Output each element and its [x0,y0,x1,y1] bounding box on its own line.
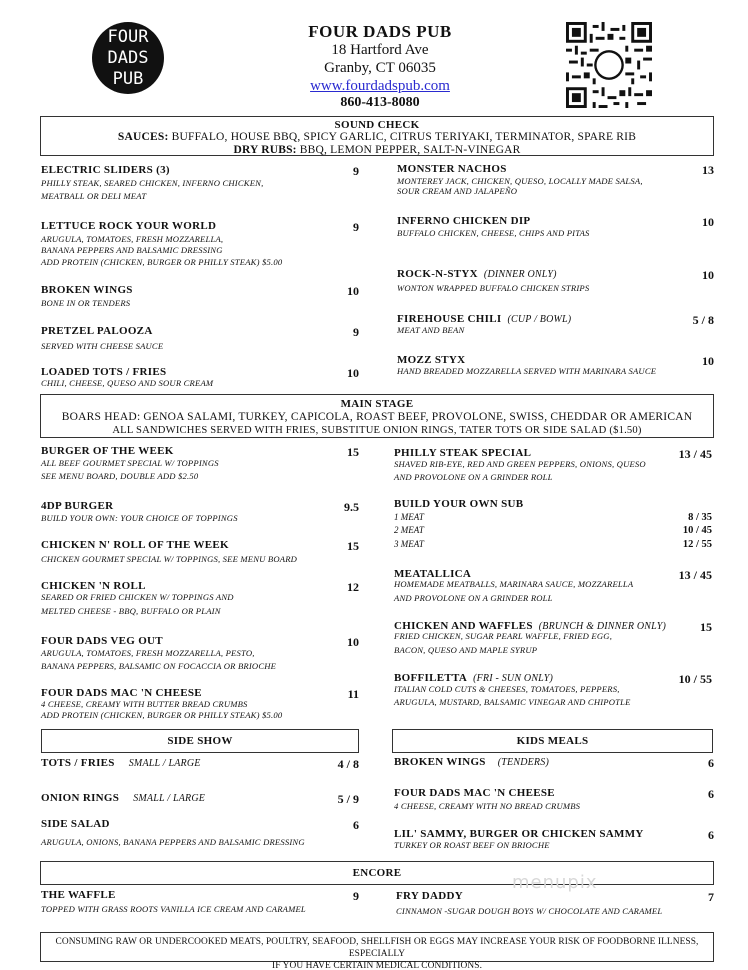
item-price: 6 [353,818,359,832]
pub-city: Granby, CT 06035 [324,60,436,76]
item-price: 5 / 9 [337,792,359,806]
item-desc: SOUR CREAM AND JALAPEÑO [397,186,518,196]
item-desc: SHAVED RIB-EYE, RED AND GREEN PEPPERS, ONIONS, QUESO [394,459,646,469]
item-price: 10 [702,268,714,282]
item-price: 9 [353,325,359,339]
item-name-text: ONION RINGS [41,792,120,804]
item-name: 4DP BURGER [41,500,114,512]
item-desc: BONE IN OR TENDERS [41,298,131,308]
item-name: BURGER OF THE WEEK [41,445,174,457]
sound-check-title: SOUND CHECK [334,119,420,131]
item-desc: PHILLY STEAK, SEARED CHICKEN, INFERNO CHICKEN, [41,178,264,188]
item-name: PRETZEL PALOOZA [41,325,153,337]
pub-name: FOUR DADS PUB [308,22,452,41]
item-name: MONSTER NACHOS [397,163,507,175]
item-name: SIDE SALAD [41,818,110,830]
item-note: SMALL / LARGE [128,758,201,769]
item-note: (FRI - SUN ONLY) [473,673,554,684]
item-name: FOUR DADS MAC 'N CHEESE [41,687,202,699]
main-stage-line2: ALL SANDWICHES SERVED WITH FRIES, SUBSTITUE ONION RINGS, TATER TOTS OR SIDE SALAD ($1.50) [112,425,642,436]
sub-option-label: 3 MEAT [394,539,424,549]
logo-line: PUB [112,68,144,89]
item-name: FOUR DADS MAC 'N CHEESE [394,787,555,799]
item-desc: AND PROVOLONE ON A GRINDER ROLL [394,593,553,603]
item-desc: HAND BREADED MOZZARELLA SERVED WITH MARINARA SAUCE [397,366,657,376]
item-desc: ITALIAN COLD CUTS & CHEESES, TOMATOES, PEPPERS, [394,684,620,694]
item-price: 13 [702,163,714,177]
item-desc: BUILD YOUR OWN: YOUR CHOICE OF TOPPINGS [41,513,238,523]
item-price: 10 [702,215,714,229]
sub-option-price: 12 / 55 [682,539,712,550]
item-desc: BANANA PEPPERS AND BALSAMIC DRESSING [41,245,223,255]
sub-option-label: 1 MEAT [394,512,424,522]
item-name: MEATALLICA [394,568,472,580]
item-name: THE WAFFLE [41,889,116,901]
item-desc: BUFFALO CHICKEN, CHEESE, CHIPS AND PITAS [397,228,590,238]
logo-line: FOUR [107,26,149,47]
item-name-text: TOTS / FRIES [41,757,115,769]
item-price: 6 [708,787,714,801]
item-name: LETTUCE ROCK YOUR WORLD [41,220,217,232]
pub-website-link[interactable]: www.fourdadspub.com [310,78,450,94]
item-desc: ARUGULA, MUSTARD, BALSAMIC VINEGAR AND CHIPOTLE [394,697,631,707]
item-price: 10 / 55 [678,672,712,686]
main-stage-line1: BOARS HEAD: GENOA SALAMI, TURKEY, CAPICOLA, ROAST BEEF, PROVOLONE, SWISS, CHEDDAR OR AMERICAN [61,411,693,423]
item-name: CHICKEN 'N ROLL [41,580,146,592]
sauces-line [41,131,713,144]
item-price: 9.5 [344,500,359,514]
pub-phone: 860-413-8080 [340,95,420,110]
sauces-label: SAUCES: [117,131,169,143]
item-note: (TENDERS) [497,757,549,768]
item-desc: BANANA PEPPERS, BALSAMIC ON FOCACCIA OR BRIOCHE [41,661,277,671]
item-price: 5 / 8 [692,313,714,327]
sub-option [394,539,712,549]
logo-line: DADS [107,47,149,68]
sound-check-box [40,116,714,156]
item-price: 13 / 45 [678,447,712,461]
item-price: 11 [347,687,359,701]
item-name: INFERNO CHICKEN DIP [397,215,531,227]
item-price: 6 [708,828,714,842]
item-price: 9 [353,220,359,234]
item-desc: ARUGULA, ONIONS, BANANA PEPPERS AND BALSAMIC DRESSING [41,837,305,847]
item-price: 10 [347,366,359,380]
disclaimer-line1: CONSUMING RAW OR UNDERCOOKED MEATS, POULTRY, SEAFOOD, SHELLFISH OR EGGS MAY INCREASE YOUR RISK OF FOODBORNE ILLNESS, ESPECIALLY [55,937,699,959]
kids-meals-header: KIDS MEALS [392,729,713,753]
sub-option-price: 8 / 35 [688,512,712,523]
item-name: MOZZ STYX [397,354,466,366]
sub-option-price: 10 / 45 [682,525,712,536]
item-name: PHILLY STEAK SPECIAL [394,447,532,459]
item-desc: 4 CHEESE, CREAMY WITH NO BREAD CRUMBS [394,801,581,811]
item-desc: MEAT AND BEAN [397,325,465,335]
rubs-line [41,144,713,157]
item-price: 4 / 8 [337,757,359,771]
item-desc: HOMEMADE MEATBALLS, MARINARA SAUCE, MOZZARELLA [394,579,634,589]
item-desc: CHICKEN GOURMET SPECIAL W/ TOPPINGS, SEE MENU BOARD [41,554,298,564]
item-price: 12 [347,580,359,594]
item-price: 15 [347,445,359,459]
item-desc: MEATBALL OR DELI MEAT [41,191,147,201]
disclaimer-line2: IF YOU HAVE CERTAIN MEDICAL CONDITIONS. [271,961,483,970]
item-name-text: CHICKEN AND WAFFLES [394,620,533,632]
item-note: SMALL / LARGE [133,793,206,804]
item-desc: SEE MENU BOARD, DOUBLE ADD $2.50 [41,471,199,481]
item-note: (CUP / BOWL) [507,314,572,325]
item-desc: TURKEY OR ROAST BEEF ON BRIOCHE [394,840,550,850]
item-price: 10 [347,284,359,298]
pub-logo [92,22,164,94]
item-price: 10 [347,635,359,649]
qr-code-icon[interactable] [566,22,652,108]
item-name-text: BROKEN WINGS [394,756,486,768]
main-stage-box [40,394,714,438]
item-desc: WONTON WRAPPED BUFFALO CHICKEN STRIPS [397,283,590,293]
item-price: 13 / 45 [678,568,712,582]
item-name: ELECTRIC SLIDERS (3) [41,164,170,176]
sub-option [394,512,712,522]
item-name: CHICKEN N' ROLL OF THE WEEK [41,539,229,551]
item-name [41,757,201,769]
item-name-text: ROCK-N-STYX [397,268,478,280]
item-note: (BRUNCH & DINNER ONLY) [538,621,667,632]
item-desc: BACON, QUESO AND MAPLE SYRUP [394,645,538,655]
item-price: 9 [353,164,359,178]
item-price: 6 [708,756,714,770]
item-price: 9 [353,889,359,903]
item-note: (DINNER ONLY) [483,269,557,280]
item-desc: CINNAMON -SUGAR DOUGH BOYS W/ CHOCOLATE AND CARAMEL [396,906,663,916]
rubs-label: DRY RUBS: [233,144,297,156]
item-name [397,268,557,280]
item-desc: SEARED OR FRIED CHICKEN W/ TOPPINGS AND [41,592,234,602]
item-name [394,756,549,768]
pub-address: 18 Hartford Ave [331,42,429,58]
main-stage-title: MAIN STAGE [340,398,414,410]
item-price: 10 [702,354,714,368]
item-desc: 4 CHEESE, CREAMY WITH BUTTER BREAD CRUMBS [41,699,248,709]
health-disclaimer [40,932,714,970]
item-desc: SERVED WITH CHEESE SAUCE [41,341,164,351]
item-price: 7 [708,890,714,904]
item-desc: ALL BEEF GOURMET SPECIAL W/ TOPPINGS [41,458,219,468]
item-desc: MELTED CHEESE - BBQ, BUFFALO OR PLAIN [41,606,221,616]
item-name: LIL' SAMMY, BURGER OR CHICKEN SAMMY [394,828,644,840]
item-name: FOUR DADS VEG OUT [41,635,163,647]
item-desc: ADD PROTEIN (CHICKEN, BURGER OR PHILLY STEAK) $5.00 [41,257,283,267]
rubs-list: BBQ, LEMON PEPPER, SALT-N-VINEGAR [299,144,521,156]
side-show-header: SIDE SHOW [41,729,359,753]
item-desc: CHILI, CHEESE, QUESO AND SOUR CREAM [41,378,214,388]
item-name-text: BOFFILETTA [394,672,468,684]
item-desc: ARUGULA, TOMATOES, FRESH MOZZARELLA, PESTO, [41,648,255,658]
item-desc: ARUGULA, TOMATOES, FRESH MOZZARELLA, [41,234,224,244]
item-desc: ADD PROTEIN (CHICKEN, BURGER OR PHILLY STEAK) $5.00 [41,710,283,720]
item-desc: TOPPED WITH GRASS ROOTS VANILLA ICE CREAM AND CARAMEL [41,904,306,914]
sub-option [394,525,712,535]
sauces-list: BUFFALO, HOUSE BBQ, SPICY GARLIC, CITRUS TERIYAKI, TERMINATOR, SPARE RIB [171,131,637,143]
item-price: 15 [700,620,712,634]
encore-header: ENCORE [40,861,714,885]
item-price: 15 [347,539,359,553]
sub-option-label: 2 MEAT [394,525,424,535]
item-name-text: FIREHOUSE CHILI [397,313,502,325]
item-name: BROKEN WINGS [41,284,133,296]
item-name: FRY DADDY [396,890,463,902]
item-desc: MONTEREY JACK, CHICKEN, QUESO, LOCALLY MADE SALSA, [397,176,643,186]
item-name: LOADED TOTS / FRIES [41,366,167,378]
item-desc: FRIED CHICKEN, SUGAR PEARL WAFFLE, FRIED EGG, [394,631,613,641]
item-name [41,792,205,804]
item-desc: AND PROVOLONE ON A GRINDER ROLL [394,472,553,482]
item-name: BUILD YOUR OWN SUB [394,498,524,510]
watermark: menupix [512,872,598,893]
